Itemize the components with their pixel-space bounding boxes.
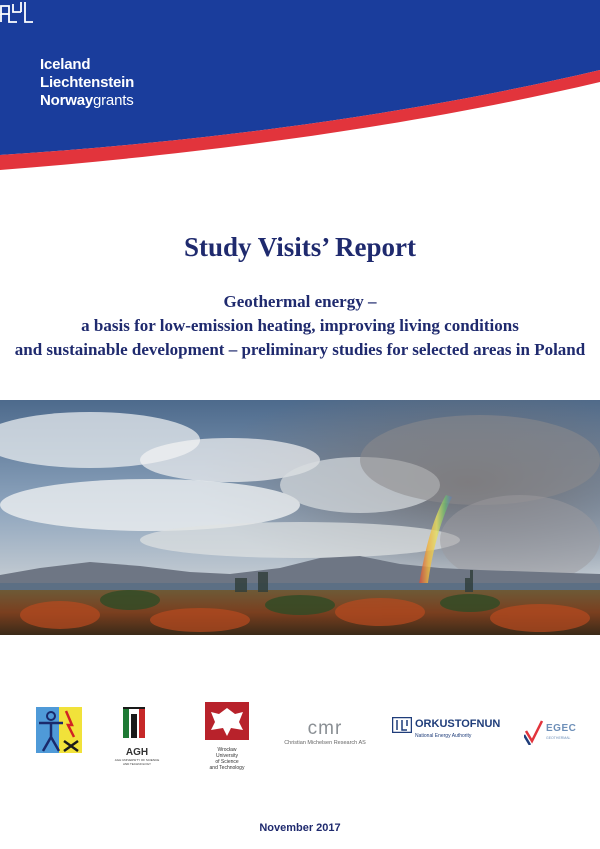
header-banner (0, 0, 600, 175)
brand-grants: grants (93, 92, 134, 109)
wroclaw-line-1: Wrocław (217, 747, 237, 753)
agh-logo (113, 704, 161, 774)
egec-check-icon (524, 719, 544, 745)
wroclaw-eagle-icon (205, 702, 249, 740)
orkustofnun-mark-icon (392, 717, 412, 733)
orkustofnun-caption: National Energy Authority (415, 733, 472, 739)
agh-caption-2: AND TECHNOLOGY (122, 762, 152, 766)
eea-grants-logo-icon (0, 0, 36, 30)
brand-iceland: Iceland (40, 56, 91, 73)
brand-norway-grants (40, 92, 134, 110)
cover-photo-landscape-rainbow (0, 400, 600, 635)
orkustofnun-logo (392, 716, 502, 746)
cmr-logo (276, 718, 374, 754)
wroclaw-line-4: and Technology (209, 765, 245, 771)
brand-norway: Norway (40, 92, 93, 109)
wroclaw-line-3: of Science (215, 759, 239, 765)
subtitle-line-3: and sustainable development – preliminary studies for selected areas in Poland (14, 340, 586, 359)
subtitle-line-2: a basis for low-emission heating, improving living conditions (81, 316, 519, 335)
subtitle-line-1: Geothermal energy – (223, 292, 377, 311)
cmr-mark: cmr (307, 718, 343, 739)
brand-liechtenstein: Liechtenstein (40, 74, 135, 91)
report-title: Study Visits’ Report (183, 232, 417, 262)
wroclaw-university-logo (199, 702, 259, 778)
egec-name: EGEC (546, 723, 577, 734)
egec-logo (524, 719, 588, 747)
egec-caption: GEOTHERMAL (546, 736, 571, 740)
report-date: November 2017 (259, 822, 341, 834)
cmr-caption: Christian Michelsen Research AS (284, 740, 366, 746)
agh-name: AGH (125, 747, 149, 758)
agh-emblem-icon (113, 704, 161, 744)
agh-caption-1: AGH UNIVERSITY OF SCIENCE (114, 758, 160, 762)
university-emblem-logo (36, 707, 82, 753)
wroclaw-line-2: University (216, 753, 238, 759)
orkustofnun-name: ORKUSTOFNUN (415, 718, 501, 730)
